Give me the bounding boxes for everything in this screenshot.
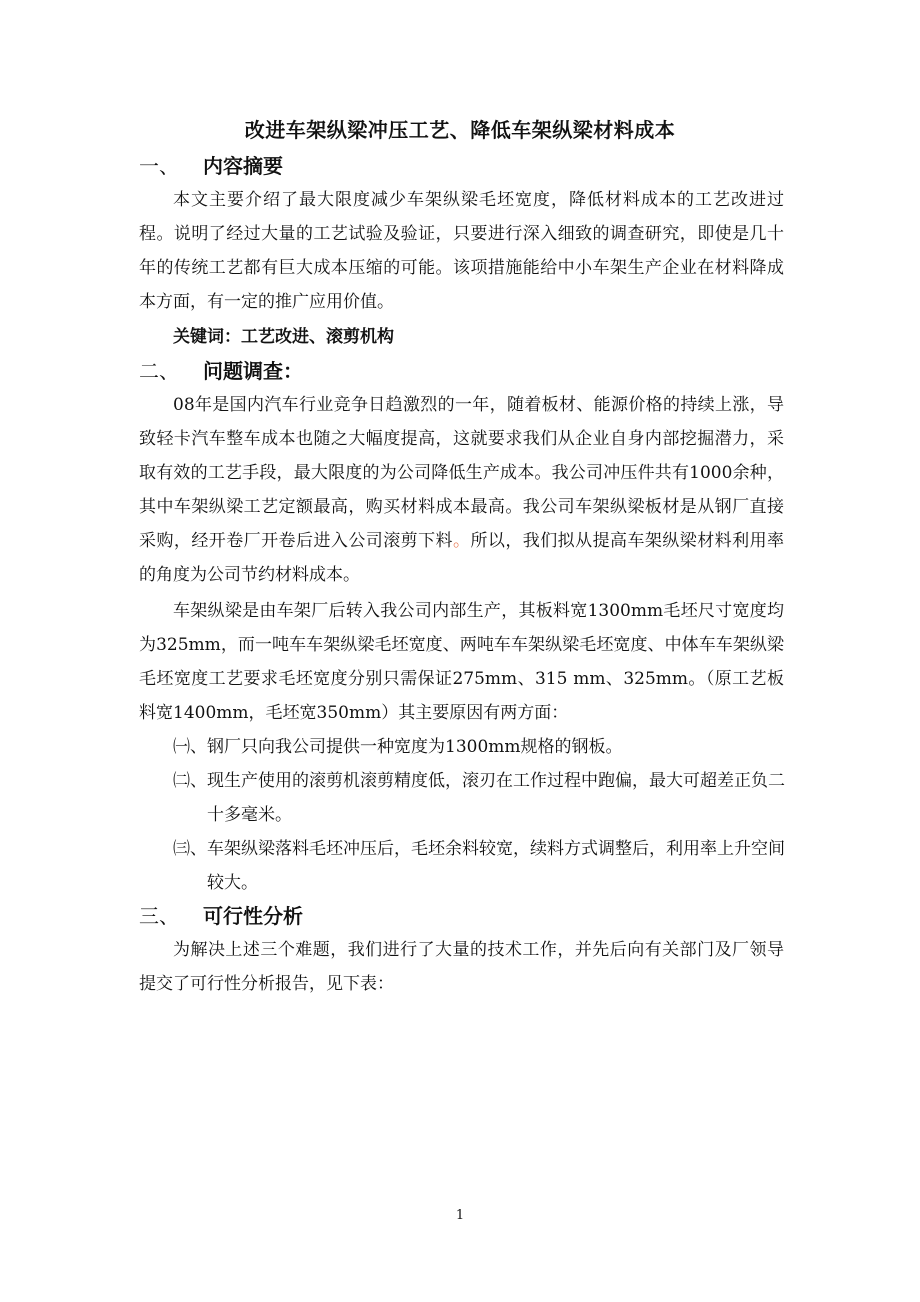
list-item-1: ㈠、钢厂只向我公司提供一种宽度为1300mm规格的钢板。 [173,737,623,757]
document-title: 改进车架纵梁冲压工艺、降低车架纵梁材料成本 [244,118,676,142]
paragraph-text: 08年是国内汽车行业竞争日趋激烈的一年，随着板材、能源价格的持续上涨，导致轻卡汽车整车成本也随之大幅度提高，这就要求我们从企业自身内部挖掘潜力，采取有效的工艺手段，最大限度的为公司降低生产成本。我公司冲压件共有1000余种，其中车架纵梁工艺定额最高，购买材料成本最高。我公司车架纵梁板材是从钢厂直接采购，经开卷厂开卷后进入公司滚剪下料 [139,395,784,551]
section-title: 可行性分析 [203,904,303,928]
feasibility-paragraph: 为解决上述三个难题，我们进行了大量的技术工作，并先后向有关部门及厂领导提交了可行性分析报告，见下表： [139,940,784,994]
summary-paragraph: 本文主要介绍了最大限度减少车架纵梁毛坯宽度，降低材料成本的工艺改进过程。说明了经过大量的工艺试验及验证，只要进行深入细致的调查研究，即使是几十年的传统工艺都有巨大成本压缩的可能。该项措施能给中小车架生产企业在材料降成本方面，有一定的推广应用价值。 [139,190,784,312]
keywords-line: 关键词：工艺改进、滚剪机构 [173,327,394,347]
section-heading-feasibility [139,900,303,929]
page-number: 1 [455,1208,465,1223]
section-title: 内容摘要 [203,154,283,178]
investigation-paragraph-2: 车架纵梁是由车架厂后转入我公司内部生产，其板料宽1300mm毛坯尺寸宽度均为325mm，而一吨车车架纵梁毛坯宽度、两吨车车架纵梁毛坯宽度、中体车车架纵梁毛坯宽度工艺要求毛坯宽度分别只需保证275mm、315 mm、325mm。（原工艺板料宽1400mm，毛坯宽350mm）其主要原因有两方面： [139,601,784,723]
list-item-3: ㈢、车架纵梁落料毛坯冲压后，毛坯余料较宽，续料方式调整后，利用率上升空间较大。 [173,839,785,893]
list-item-2: ㈡、现生产使用的滚剪机滚剪精度低，滚刃在工作过程中跑偏，最大可超差正负二十多毫米。 [173,771,785,825]
paragraph-text: 所以，我们拟从提高车架纵梁材料利用率的角度为公司节约材料成本。 [139,531,785,585]
section-number: 三、 [139,904,179,928]
section-number: 一、 [139,154,179,178]
section-number: 二、 [139,359,179,383]
section-heading-summary [139,150,283,179]
investigation-paragraph-1 [139,388,784,592]
section-heading-investigation [139,355,303,384]
highlighted-period: 。 [453,531,471,551]
section-title: 问题调查： [203,359,303,383]
